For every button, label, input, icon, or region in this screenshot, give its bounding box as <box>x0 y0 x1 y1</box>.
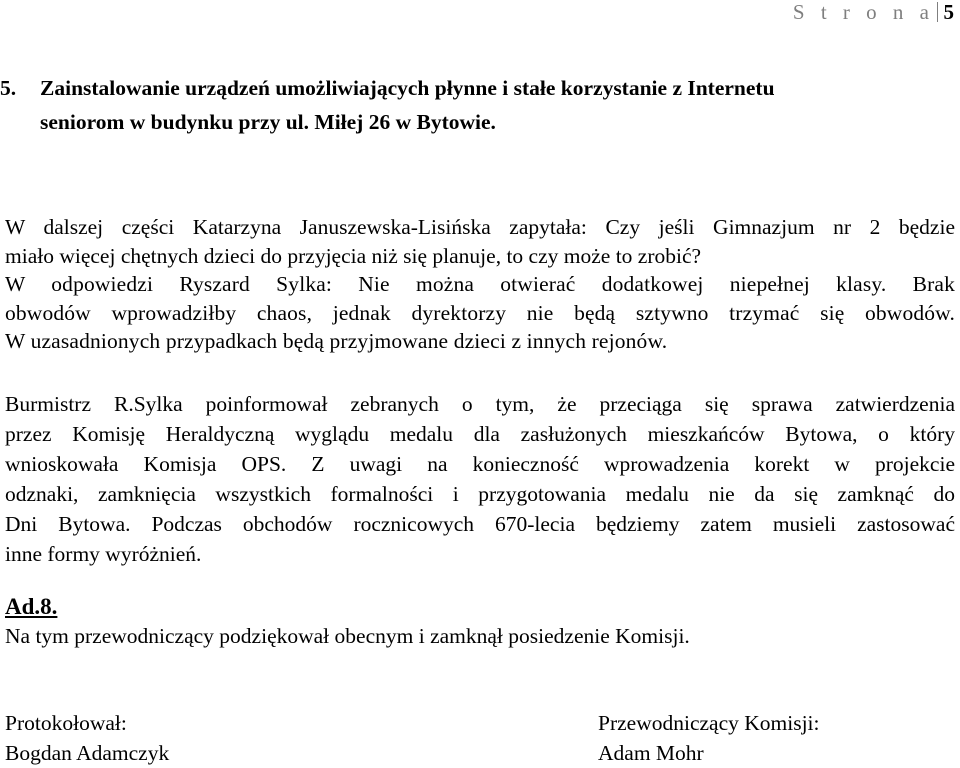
section-title-line-2: seniorom w budynku przy ul. Miłej 26 w Bytowie. <box>40 110 496 134</box>
paragraph-line: W dalszej części Katarzyna Januszewska-Lisińska zapytała: Czy jeśli Gimnazjum nr 2 będzie <box>5 215 955 239</box>
paragraph-line: miało więcej chętnych dzieci do przyjęcia niż się planuje, to czy może to zrobić? <box>5 243 702 268</box>
signature-recorder <box>5 708 169 768</box>
paragraph-line: inne formy wyróżnień. <box>5 542 202 566</box>
paragraph-questions <box>5 213 955 356</box>
signature-role: Przewodniczący Komisji: <box>598 711 820 735</box>
section-number: 5. <box>0 76 17 100</box>
paragraph-medal <box>5 389 955 569</box>
section-title-text-1: Zainstalowanie urządzeń umożliwiających płynne i stałe korzystanie z Internetu <box>40 76 775 100</box>
paragraph-line: W odpowiedzi Ryszard Sylka: Nie można otwierać dodatkowej niepełnej klasy. Brak <box>5 272 955 296</box>
page-header <box>793 0 954 24</box>
paragraph-line: odznaki, zamknięcia wszystkich formalności i przygotowania medalu nie da się zamknąć do <box>5 482 955 506</box>
paragraph-line: wnioskowała Komisja OPS. Z uwagi na konieczność wprowadzenia korekt w projekcie <box>5 452 955 476</box>
page-label: S t r o n a <box>792 0 935 24</box>
signature-role: Protokołował: <box>5 711 127 735</box>
page-number: 5 <box>943 0 954 24</box>
paragraph-line: Dni Bytowa. Podczas obchodów rocznicowych 670-lecia będziemy zatem musieli zastosować <box>5 512 955 536</box>
signature-name: Adam Mohr <box>598 741 704 765</box>
agenda-item-heading: Ad.8. <box>5 594 58 619</box>
section-title-line-1 <box>0 71 960 105</box>
signature-chairman <box>598 708 820 768</box>
signature-name: Bogdan Adamczyk <box>5 741 170 765</box>
page-separator <box>937 2 938 22</box>
paragraph-line: przez Komisję Heraldyczną wyglądu medalu dla zasłużonych mieszkańców Bytowa, o który <box>5 422 955 446</box>
agenda-item-text: Na tym przewodniczący podziękował obecnym i zamknął posiedzenie Komisji. <box>5 624 690 648</box>
section-title <box>0 71 960 139</box>
paragraph-line: W uzasadnionych przypadkach będą przyjmowane dzieci z innych rejonów. <box>5 329 668 353</box>
paragraph-line: Burmistrz R.Sylka poinformował zebranych o tym, że przeciąga się sprawa zatwierdzenia <box>5 392 955 416</box>
paragraph-line: obwodów wprowadziłby chaos, jednak dyrektorzy nie będą sztywno trzymać się obwodów. <box>5 300 955 325</box>
